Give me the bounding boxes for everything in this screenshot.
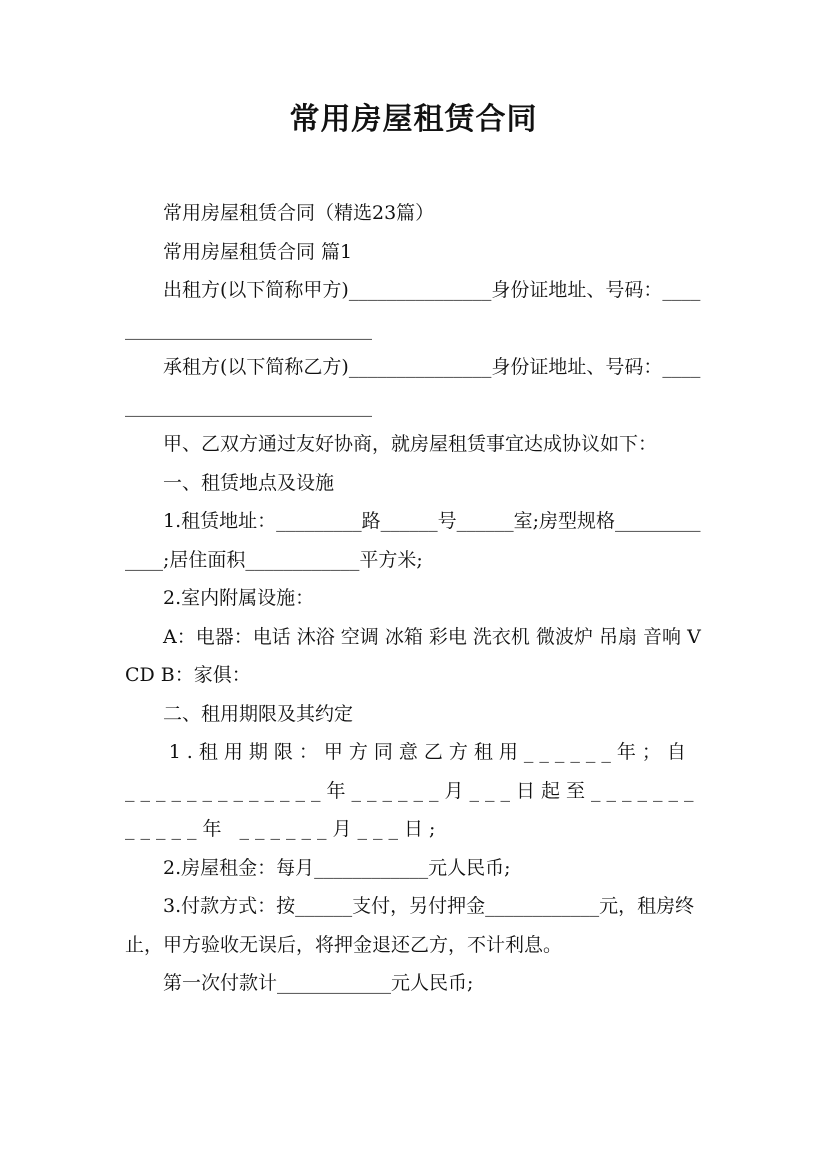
paragraph-agreement: 甲、乙双方通过友好协商，就房屋租赁事宜达成协议如下： xyxy=(163,433,658,455)
paragraph-heading-location: 一、租赁地点及设施 xyxy=(163,471,335,494)
paragraph-subtitle: 常用房屋租赁合同（精选23篇） xyxy=(163,202,435,224)
document-title: 常用房屋租赁合同 xyxy=(289,102,538,137)
paragraph-section-heading: 常用房屋租赁合同 篇1 xyxy=(163,240,353,263)
paragraph-payment: 3.付款方式：按______支付，另付押金____________元，租房终止，甲方验收无误后，将押金退还乙方，不计利息。 xyxy=(125,895,695,956)
paragraph-lessor: 出租方(以下简称甲方)_______________身份证地址、号码：______________________________ xyxy=(125,279,701,340)
paragraph-address: 1.租赁地址：_________路______号______室;房型规格_____________;居住面积____________平方米; xyxy=(125,510,701,571)
paragraph-lessee: 承租方(以下简称乙方)_______________身份证地址、号码：______________________________ xyxy=(125,356,701,417)
paragraph-first-payment: 第一次付款计____________元人民币; xyxy=(163,972,474,994)
paragraph-rent: 2.房屋租金：每月____________元人民币; xyxy=(163,856,511,879)
document-body xyxy=(125,194,705,1003)
paragraph-term: 1.租用期限：甲方同意乙方租用______年；自_____________年______月___日起至____________年 ______月___日; xyxy=(125,741,700,840)
paragraph-appliances: A：电器：电话 沐浴 空调 冰箱 彩电 洗衣机 微波炉 吊扇 音响 VCD B：家俱： xyxy=(125,625,701,686)
paragraph-facilities: 2.室内附属设施： xyxy=(163,587,315,609)
paragraph-heading-term: 二、租用期限及其约定 xyxy=(163,702,354,725)
